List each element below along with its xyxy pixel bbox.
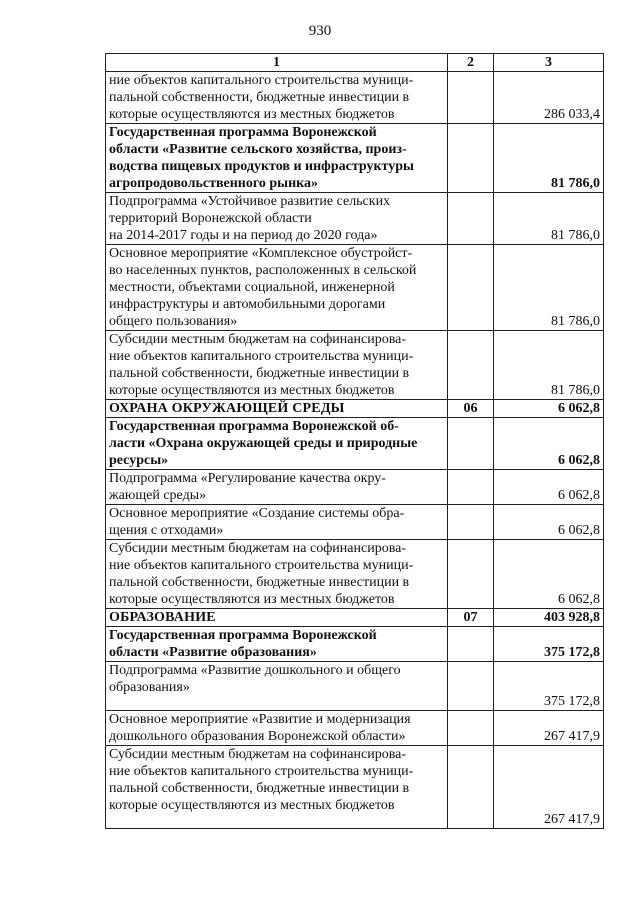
table-row	[106, 711, 604, 746]
row-name-line: на 2014-2017 годы и на период до 2020 года»	[109, 228, 378, 243]
row-name-line: пальной собственности, бюджетные инвестиции в	[109, 366, 410, 381]
row-name-cell	[106, 711, 448, 746]
row-code-cell	[448, 418, 494, 470]
row-name-cell	[106, 746, 448, 829]
row-name-line: пальной собственности, бюджетные инвестиции в	[109, 575, 410, 590]
row-name-line: агропродовольственного рынка»	[109, 176, 319, 191]
row-name-line: пальной собственности, бюджетные инвестиции в	[109, 90, 410, 105]
row-code-cell	[448, 72, 494, 124]
row-code-cell	[448, 540, 494, 609]
row-name-cell	[106, 124, 448, 193]
row-name-line: водства пищевых продуктов и инфраструктуры	[109, 159, 414, 174]
row-amount-cell: 403 928,8	[494, 609, 604, 627]
row-name-line: Субсидии местным бюджетам на софинансирова-	[109, 541, 407, 556]
row-code-cell	[448, 505, 494, 540]
section-row	[106, 400, 604, 418]
row-name-cell	[106, 193, 448, 245]
row-code-cell	[448, 627, 494, 662]
row-code-cell	[448, 331, 494, 400]
row-amount-cell: 6 062,8	[494, 540, 604, 609]
row-name-line: Подпрограмма «Устойчивое развитие сельских	[109, 194, 391, 209]
table-row	[106, 470, 604, 505]
row-name-line: ресурсы»	[109, 453, 169, 468]
row-name-cell	[106, 400, 448, 418]
row-name-line: ние объектов капитального строительства муници-	[109, 349, 414, 364]
row-name-line: Субсидии местным бюджетам на софинансирова-	[109, 747, 407, 762]
row-amount-cell: 375 172,8	[494, 627, 604, 662]
row-code-cell	[448, 711, 494, 746]
row-amount-cell: 81 786,0	[494, 193, 604, 245]
program-row	[106, 418, 604, 470]
table-row	[106, 245, 604, 331]
table-row	[106, 540, 604, 609]
row-name-line: ние объектов капитального строительства муници-	[109, 558, 414, 573]
table-header-row	[106, 54, 604, 72]
row-name-line: Подпрограмма «Регулирование качества окру-	[109, 471, 386, 486]
row-amount-cell: 267 417,9	[494, 746, 604, 829]
row-name-line: ОБРАЗОВАНИЕ	[109, 610, 216, 625]
row-code-cell: 07	[448, 609, 494, 627]
row-amount-cell: 6 062,8	[494, 418, 604, 470]
row-name-line: территорий Воронежской области	[109, 211, 312, 226]
column-header-1: 1	[106, 54, 448, 72]
row-code-cell	[448, 193, 494, 245]
row-name-cell	[106, 418, 448, 470]
row-amount-cell: 81 786,0	[494, 245, 604, 331]
row-name-line: которые осуществляются из местных бюджетов	[109, 592, 395, 607]
row-name-line: во населенных пунктов, расположенных в сельской	[109, 263, 417, 278]
row-amount-cell: 6 062,8	[494, 400, 604, 418]
row-name-line: общего пользования»	[109, 314, 238, 329]
row-name-cell	[106, 245, 448, 331]
row-name-line: Субсидии местным бюджетам на софинансирова-	[109, 332, 407, 347]
row-name-line: Государственная программа Воронежской об-	[109, 419, 399, 434]
budget-table	[105, 53, 604, 829]
row-name-line: которые осуществляются из местных бюджетов	[109, 383, 395, 398]
row-name-cell	[106, 72, 448, 124]
row-amount-cell: 267 417,9	[494, 711, 604, 746]
row-name-line: Основное мероприятие «Комплексное обустройст-	[109, 246, 413, 261]
row-name-line: которые осуществляются из местных бюджетов	[109, 107, 395, 122]
row-name-cell	[106, 627, 448, 662]
row-name-line: пальной собственности, бюджетные инвестиции в	[109, 781, 410, 796]
row-name-cell	[106, 662, 448, 711]
row-amount-cell: 81 786,0	[494, 331, 604, 400]
program-row	[106, 124, 604, 193]
row-name-line: ние объектов капитального строительства муници-	[109, 764, 414, 779]
row-code-cell: 06	[448, 400, 494, 418]
row-code-cell	[448, 245, 494, 331]
row-name-line: щения с отходами»	[109, 523, 224, 538]
table-row	[106, 331, 604, 400]
row-name-line: Подпрограмма «Развитие дошкольного и общего	[109, 663, 401, 678]
row-name-line: Основное мероприятие «Создание системы обра-	[109, 506, 405, 521]
row-name-line: области «Развитие образования»	[109, 645, 317, 660]
row-name-line: местности, объектами социальной, инженерной	[109, 280, 395, 295]
row-code-cell	[448, 470, 494, 505]
row-name-line: области «Развитие сельского хозяйства, произ-	[109, 142, 407, 157]
row-amount-cell: 81 786,0	[494, 124, 604, 193]
program-row	[106, 627, 604, 662]
column-header-2: 2	[448, 54, 494, 72]
row-name-line: жающей среды»	[109, 488, 207, 503]
row-name-cell	[106, 470, 448, 505]
row-name-line: ние объектов капитального строительства муници-	[109, 73, 414, 88]
row-name-line: ласти «Охрана окружающей среды и природные	[109, 436, 418, 451]
row-name-line: Государственная программа Воронежской	[109, 125, 377, 140]
row-name-line: дошкольного образования Воронежской области»	[109, 729, 406, 744]
table-row	[106, 72, 604, 124]
row-amount-cell: 375 172,8	[494, 662, 604, 711]
column-header-3: 3	[494, 54, 604, 72]
table-row	[106, 193, 604, 245]
page-number: 930	[308, 23, 332, 39]
row-name-line: Основное мероприятие «Развитие и модернизация	[109, 712, 411, 727]
row-amount-cell: 286 033,4	[494, 72, 604, 124]
row-code-cell	[448, 746, 494, 829]
row-name-line: Государственная программа Воронежской	[109, 628, 377, 643]
table-row	[106, 662, 604, 711]
row-amount-cell: 6 062,8	[494, 505, 604, 540]
row-name-line: которые осуществляются из местных бюджетов	[109, 798, 395, 813]
table-row	[106, 505, 604, 540]
row-name-line: образования»	[109, 680, 190, 695]
row-code-cell	[448, 124, 494, 193]
row-name-cell	[106, 505, 448, 540]
table-row	[106, 746, 604, 829]
row-amount-cell: 6 062,8	[494, 470, 604, 505]
row-name-line: инфраструктуры и автомобильными дорогами	[109, 297, 386, 312]
row-code-cell	[448, 662, 494, 711]
row-name-cell	[106, 609, 448, 627]
section-row	[106, 609, 604, 627]
row-name-cell	[106, 540, 448, 609]
row-name-cell	[106, 331, 448, 400]
row-name-line: ОХРАНА ОКРУЖАЮЩЕЙ СРЕДЫ	[109, 401, 345, 416]
